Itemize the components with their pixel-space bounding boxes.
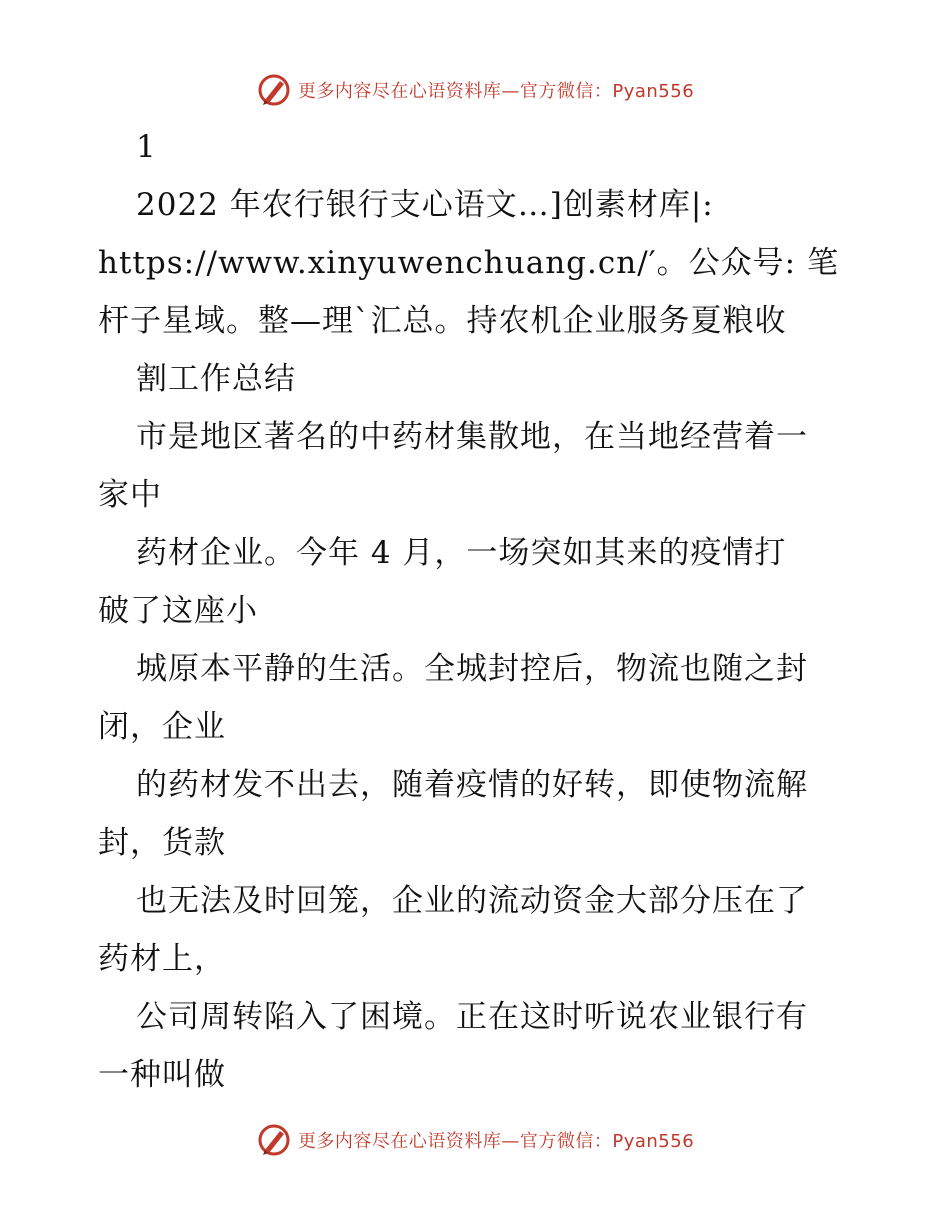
banner-handle: Pyan556 — [612, 81, 695, 102]
text-line: 割工作总结 — [136, 361, 296, 397]
banner-text — [298, 1127, 694, 1153]
text-line: 1 — [136, 129, 157, 165]
text-line: 封，货款 — [98, 825, 226, 861]
footer-banner — [0, 1120, 950, 1160]
text-line: 的药材发不出去，随着疫情的好转，即使物流解 — [136, 767, 808, 803]
text-line: 闭，企业 — [98, 709, 226, 745]
text-line: 药材企业。今年 4 月，一场突如其来的疫情打 — [136, 535, 787, 571]
pen-logo-icon — [256, 1122, 292, 1158]
banner-main-text: 更多内容尽在心语资料库 — [297, 1131, 502, 1152]
text-line: 市是地区著名的中药材集散地，在当地经营着一 — [136, 419, 808, 455]
text-line: 药材上， — [98, 941, 226, 977]
text-line: 2022 年农行银行支心语文…]创素材库|: — [136, 187, 714, 223]
text-line: 公司周转陷入了困境。正在这时听说农业银行有 — [136, 999, 808, 1035]
text-line: https://www.xinyuwenchuang.cn/′。公众号: 笔 — [98, 245, 839, 281]
banner-main-text: 更多内容尽在心语资料库 — [297, 81, 502, 102]
text-line: 杆子星域。整—理`汇总。持农机企业服务夏粮收 — [98, 303, 787, 339]
text-line: 破了这座小 — [98, 593, 258, 629]
text-line: 城原本平静的生活。全城封控后，物流也随之封 — [136, 651, 808, 687]
banner-separator: —官方微信： — [501, 1131, 613, 1152]
text-line: 一种叫做 — [98, 1057, 226, 1093]
header-banner — [0, 70, 950, 110]
text-line: 家中 — [98, 477, 162, 513]
document-body — [98, 118, 858, 1104]
text-line: 也无法及时回笼，企业的流动资金大部分压在了 — [136, 883, 808, 919]
banner-separator: —官方微信： — [501, 81, 613, 102]
pen-logo-icon — [256, 72, 292, 108]
banner-handle: Pyan556 — [612, 1131, 695, 1152]
banner-text — [298, 77, 694, 103]
